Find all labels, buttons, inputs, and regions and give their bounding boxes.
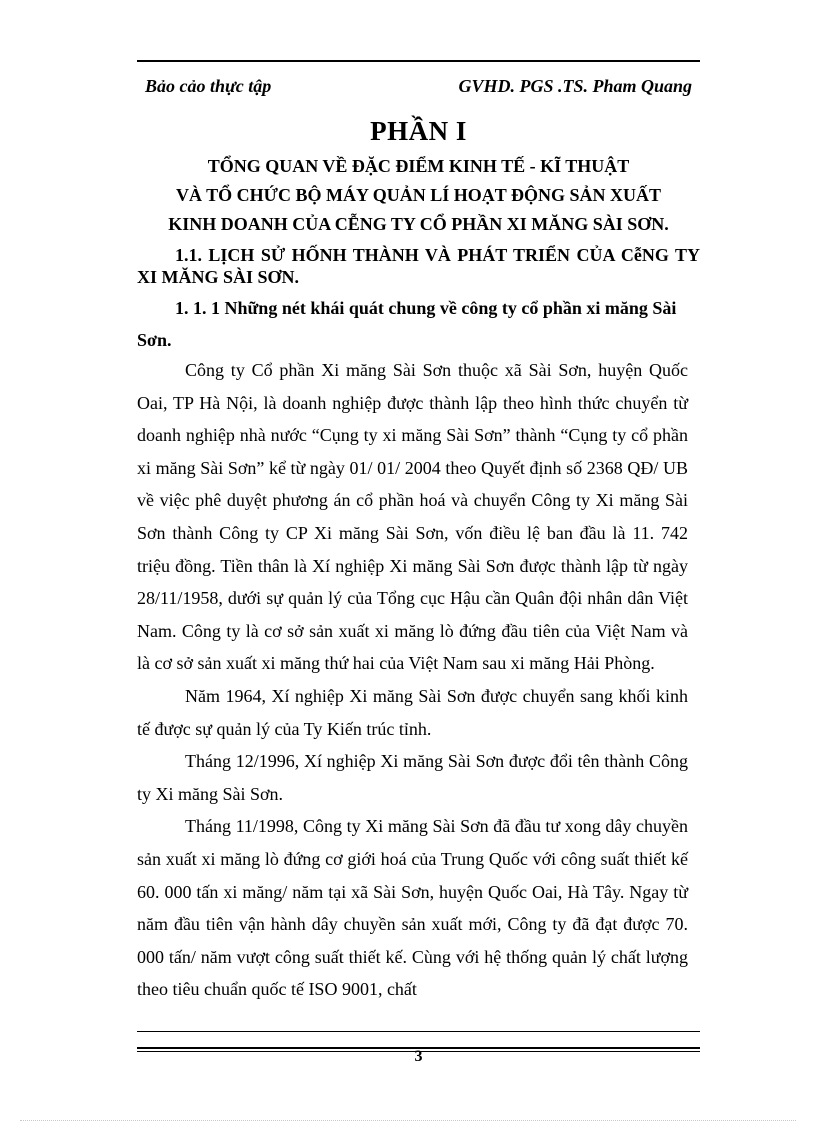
header-top-rule [137,60,700,62]
paragraph: Tháng 12/1996, Xí nghiệp Xi măng Sài Sơn được đổi tên thành Công ty Xi măng Sài Sơn. [137,751,688,804]
body-text [137,354,688,1006]
paragraph: Năm 1964, Xí nghiệp Xi măng Sài Sơn được chuyển sang khối kinh tế được sự quản lý của Ty Kiến trúc tỉnh. [137,685,688,739]
footer-rule [137,1031,700,1032]
header-supervisor: GVHD. PGS .TS. Pham Quang [458,76,692,96]
chapter-title-line-3: KINH DOANH CỦA CỄNG TY CỔ PHẦN XI MĂNG SÀI SƠN. [168,214,669,234]
subsection-heading: 1. 1. 1 Những nét khái quát chung về công ty cổ phần xi măng Sài Sơn. [137,298,677,350]
page-edge-dots [20,1120,796,1121]
paragraph: Công ty Cổ phần Xi măng Sài Sơn thuộc xã Sài Sơn, huyện Quốc Oai, TP Hà Nội, là doanh nghiệp được thành lập theo hình thức chuyển từ doanh nghiệp nhà nước “Cụng ty xi măng Sài Sơn” thành “Cụng ty cổ phần xi măng Sài Sơn” kể từ ngày 01/ 01/ 2004 theo Quyết định số 2368 QĐ/ UB về việc phê duyệt phương án cổ phần hoá và chuyển Công ty Xi măng Sài Sơn thành Công ty CP Xi măng Sài Sơn, vốn điều lệ ban đầu là 11. 742 triệu đồng. Tiền thân là Xí nghiệp Xi măng Sài Sơn được thành lập từ ngày 28/11/1958, dưới sự quản lý của Tổng cục Hậu cần Quân đội nhân dân Việt Nam. Công ty là cơ sở sản xuất xi măng lò đứng đầu tiên của Việt Nam và là cơ sở sản xuất xi măng thứ hai của Việt Nam sau xi măng Hải Phòng. [137,360,688,674]
page-number: 3 [414,1048,423,1065]
section-heading: 1.1. LỊCH SỬ HỐNH THÀNH VÀ PHÁT TRIỂN CỦA CễNG TY XI MĂNG SÀI SƠN. [137,245,700,287]
chapter-title-line-2: VÀ TỔ CHỨC BỘ MÁY QUẢN LÍ HOẠT ĐỘNG SẢN XUẤT [175,185,662,205]
paragraph: Tháng 11/1998, Công ty Xi măng Sài Sơn đã đầu tư xong dây chuyền sản xuất xi măng lò đứng cơ giới hoá của Trung Quốc với công suất thiết kế 60. 000 tấn xi măng/ năm tại xã Sài Sơn, huyện Quốc Oai, Hà Tây. Ngay từ năm đầu tiên vận hành dây chuyền sản xuất mới, Công ty đã đạt được 70. 000 tấn/ năm vượt công suất thiết kế. Cùng với hệ thống quản lý chất lượng theo tiêu chuẩn quốc tế ISO 9001, chất [137,816,688,1000]
part-title: PHẦN I [370,116,467,146]
running-header [137,73,700,101]
chapter-title-line-1: TỔNG QUAN VỀ ĐẶC ĐIỂM KINH TẾ - KĨ THUẬT [207,156,630,176]
header-report-title: Bảo cảo thực tập [145,76,272,96]
